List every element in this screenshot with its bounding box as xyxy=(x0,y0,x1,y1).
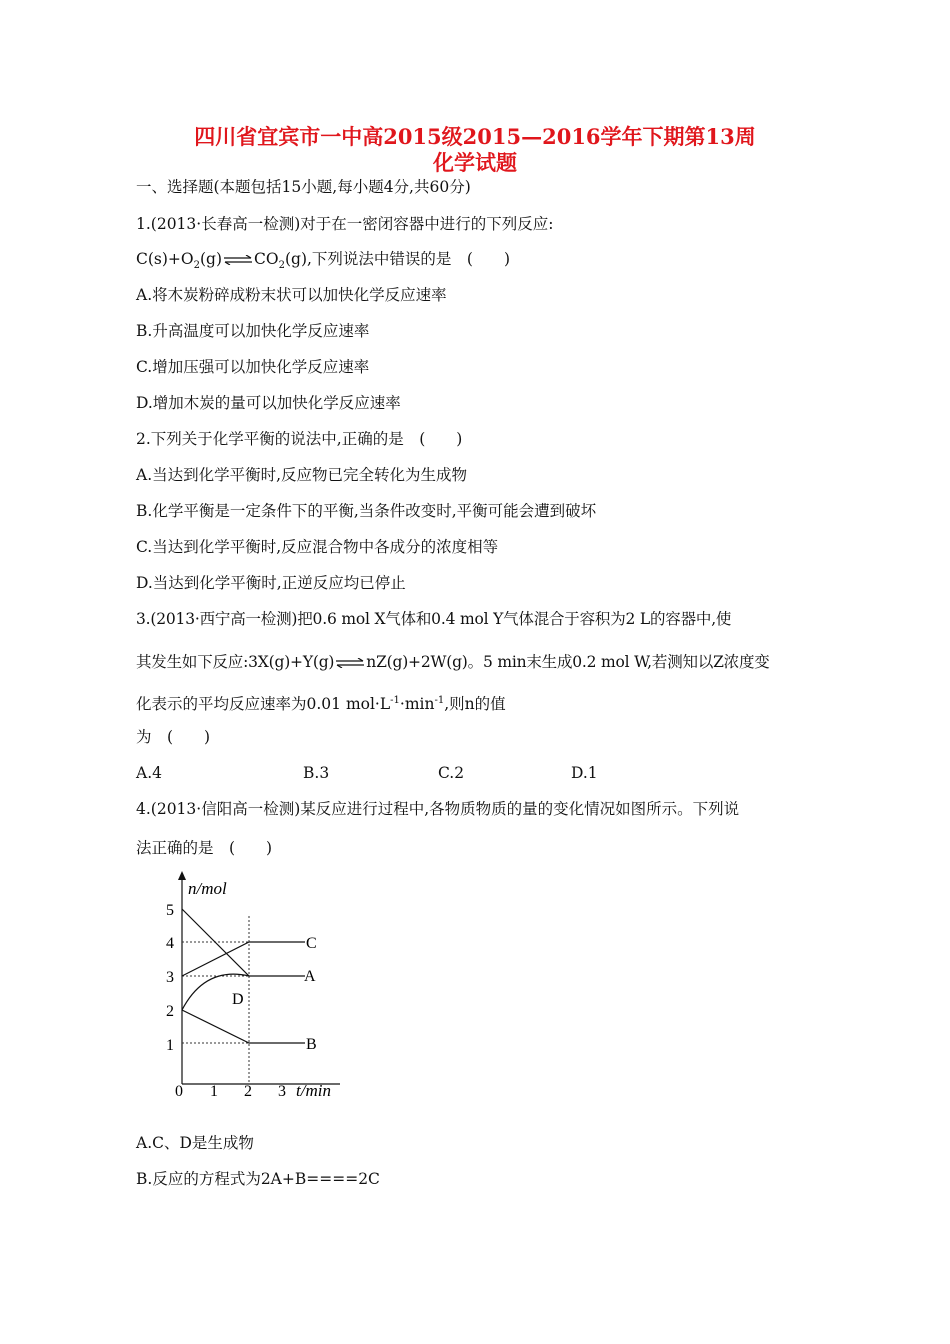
q1-equation xyxy=(136,249,510,276)
x-tick-1: 1 xyxy=(210,1083,218,1100)
x-axis-label: t/min xyxy=(296,1081,331,1100)
curve-b xyxy=(182,1010,305,1043)
q1-option-b: B.升高温度可以加快化学反应速率 xyxy=(136,322,370,340)
x-tick-2: 2 xyxy=(244,1083,252,1100)
q2-option-b: B.化学平衡是一定条件下的平衡,当条件改变时,平衡可能会遭到破坏 xyxy=(136,502,597,520)
y-tick-5: 5 xyxy=(166,902,174,919)
q2-option-a: A.当达到化学平衡时,反应物已完全转化为生成物 xyxy=(136,466,468,484)
x-tick-0: 0 xyxy=(175,1083,183,1100)
q3-line-4: 为 ( ) xyxy=(136,728,211,746)
q4-option-b: B.反应的方程式为2A+B====2C xyxy=(136,1170,380,1188)
q3-line-3-c: ,则n的值 xyxy=(444,695,506,714)
curve-label-d: D xyxy=(232,991,244,1008)
q3-line-3-b: ·min xyxy=(399,695,435,714)
equilibrium-arrow-icon xyxy=(335,658,365,668)
q3-option-b: B.3 xyxy=(303,764,330,782)
q1-option-a: A.将木炭粉碎成粉末状可以加快化学反应速率 xyxy=(136,286,447,304)
q1-eq-right-tail: (g),下列说法中错误的是 ( ) xyxy=(284,250,511,268)
q4-line-1: 4.(2013·信阳高一检测)某反应进行过程中,各物质物质的量的变化情况如图所示。下列说 xyxy=(136,800,740,818)
q1-stem: 1.(2013·长春高一检测)对于在一密闭容器中进行的下列反应: xyxy=(136,215,554,233)
x-tick-3: 3 xyxy=(278,1083,286,1100)
y-tick-1: 1 xyxy=(166,1037,174,1054)
y-tick-2: 2 xyxy=(166,1003,174,1020)
q1-eq-right-sub: 2 xyxy=(278,260,285,272)
curve-label-a: A xyxy=(304,968,316,985)
title-line-1: 四川省宜宾市一中高2015级2015—2016学年下期第13周 xyxy=(194,124,756,149)
q1-eq-left-sub: 2 xyxy=(193,260,200,272)
y-axis-label: n/mol xyxy=(188,879,227,898)
y-tick-4: 4 xyxy=(166,935,174,952)
curve-label-c: C xyxy=(306,935,317,952)
q3-line-2-a: 其发生如下反应:3X(g)+Y(g) xyxy=(136,653,335,671)
q2-option-c: C.当达到化学平衡时,反应混合物中各成分的浓度相等 xyxy=(136,538,499,556)
q2-stem: 2.下列关于化学平衡的说法中,正确的是 ( ) xyxy=(136,430,463,448)
q1-eq-left-tail: (g) xyxy=(199,250,223,268)
q4-option-a: A.C、D是生成物 xyxy=(136,1134,254,1152)
section-heading: 一、选择题(本题包括15小题,每小题4分,共60分) xyxy=(136,178,471,196)
q1-eq-left: C(s)+O xyxy=(136,250,194,268)
q1-eq-right: CO xyxy=(254,250,279,268)
curve-label-b: B xyxy=(306,1036,317,1053)
equilibrium-arrow-icon xyxy=(223,255,253,265)
q4-line-2: 法正确的是 ( ) xyxy=(136,839,273,857)
y-tick-3: 3 xyxy=(166,969,174,986)
q3-line-3-sup-1: -1 xyxy=(390,695,400,706)
q3-line-3 xyxy=(136,691,506,714)
q3-option-c: C.2 xyxy=(438,764,465,782)
q3-line-2-b: nZ(g)+2W(g)。5 min末生成0.2 mol W,若测知以Z浓度变 xyxy=(366,653,770,671)
q3-line-3-sup-2: -1 xyxy=(434,695,445,706)
q1-option-d: D.增加木炭的量可以加快化学反应速率 xyxy=(136,394,401,412)
q3-option-a: A.4 xyxy=(136,764,162,782)
q1-option-c: C.增加压强可以加快化学反应速率 xyxy=(136,358,370,376)
q3-line-3-a: 化表示的平均反应速率为0.01 mol·L xyxy=(136,695,391,714)
q3-line-1: 3.(2013·西宁高一检测)把0.6 mol X气体和0.4 mol Y气体混合于容积为2 L的容器中,使 xyxy=(136,610,732,628)
reaction-graph xyxy=(150,868,350,1103)
title-line-2: 化学试题 xyxy=(433,150,517,175)
q3-option-d: D.1 xyxy=(571,764,598,782)
y-axis-arrow-icon xyxy=(178,871,186,880)
q3-line-2 xyxy=(136,652,770,672)
q2-option-d: D.当达到化学平衡时,正逆反应均已停止 xyxy=(136,574,406,592)
